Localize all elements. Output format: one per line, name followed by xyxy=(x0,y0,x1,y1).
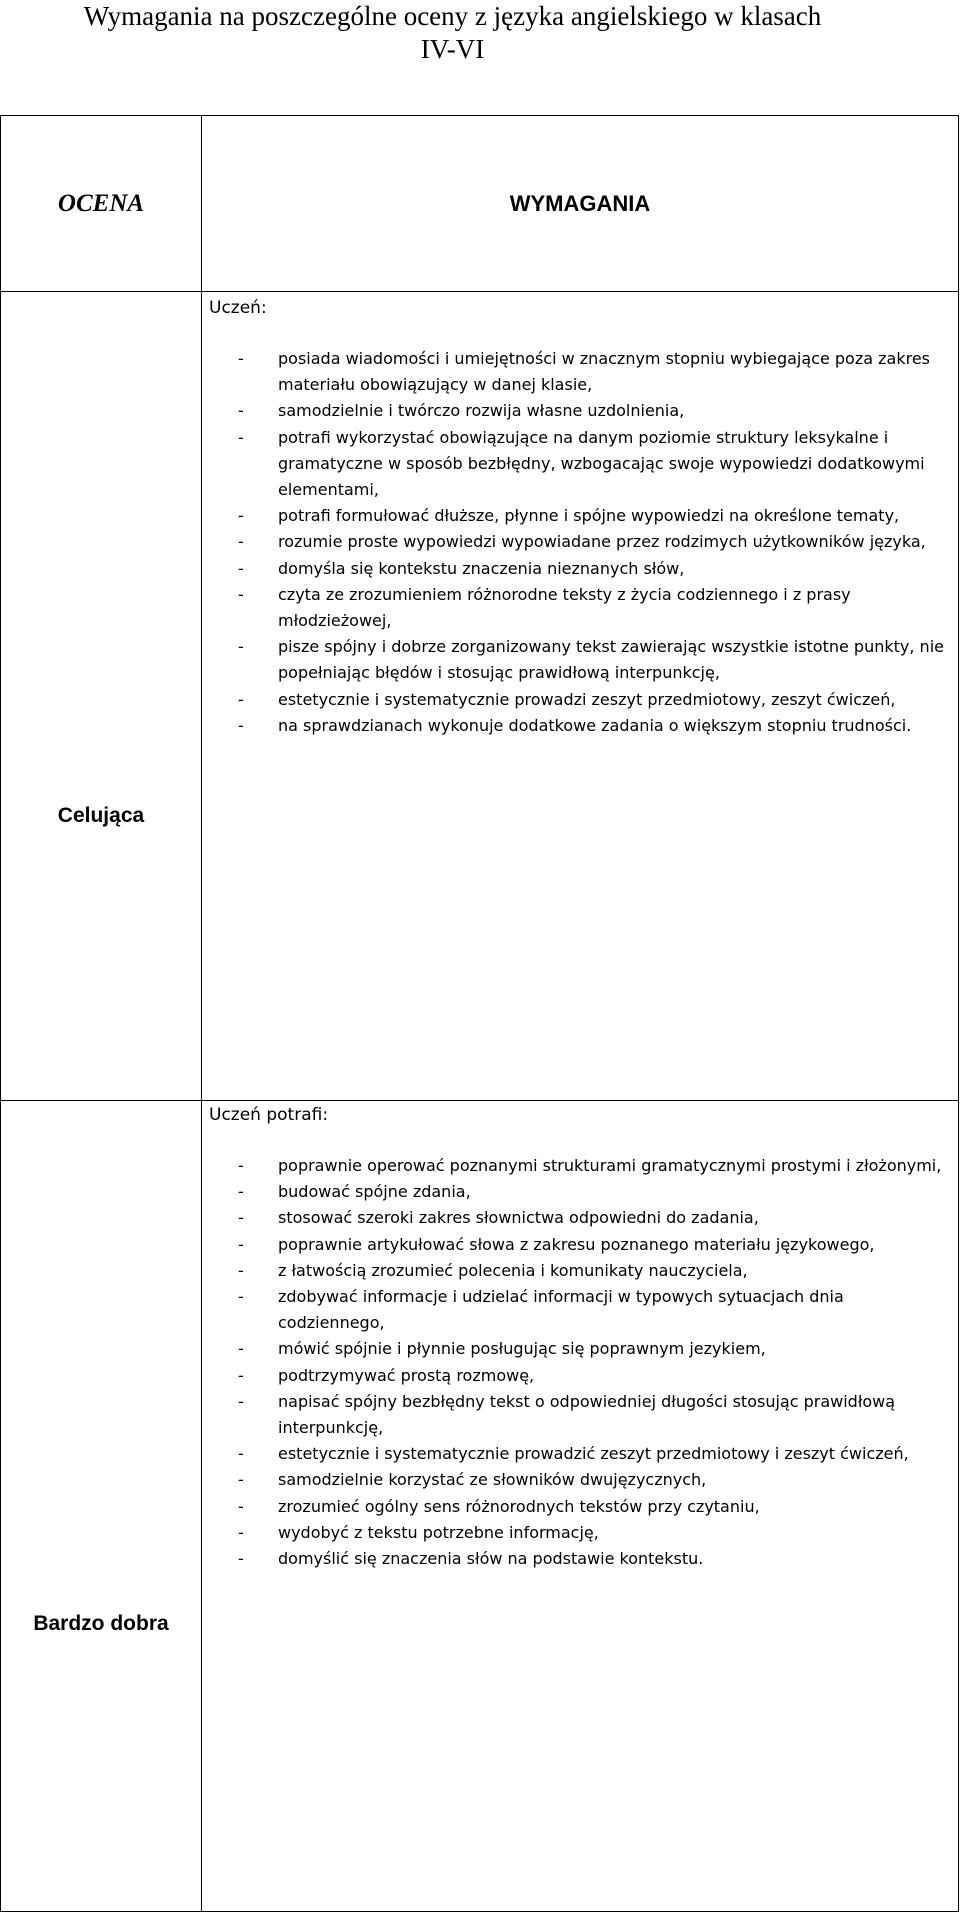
list-dash: - xyxy=(238,1444,244,1464)
list-dash: - xyxy=(238,689,244,709)
requirement-item xyxy=(202,1336,958,1362)
list-dash: - xyxy=(238,1549,244,1569)
requirement-item xyxy=(202,687,958,713)
grade-label: Celująca xyxy=(1,292,202,1101)
header-wymagania: WYMAGANIA xyxy=(202,116,959,292)
requirement-text: domyśla się kontekstu znaczenia nieznanych słów, xyxy=(278,558,685,578)
list-dash: - xyxy=(238,1496,244,1516)
requirements-cell xyxy=(202,1101,959,1912)
table-header-row xyxy=(1,116,959,292)
list-dash: - xyxy=(238,715,244,735)
list-dash: - xyxy=(238,1287,244,1307)
list-dash: - xyxy=(238,584,244,604)
requirement-item xyxy=(202,346,958,398)
requirement-item xyxy=(202,1494,958,1520)
requirement-item xyxy=(202,1441,958,1467)
list-dash: - xyxy=(238,1522,244,1542)
list-dash: - xyxy=(238,1182,244,1202)
requirements-intro: Uczeń: xyxy=(209,298,267,318)
requirement-item xyxy=(202,1520,958,1546)
requirement-item xyxy=(202,582,958,634)
list-dash: - xyxy=(238,1391,244,1411)
requirement-item xyxy=(202,1179,958,1205)
list-dash: - xyxy=(238,1260,244,1280)
list-dash: - xyxy=(238,1339,244,1359)
list-dash: - xyxy=(238,1208,244,1228)
list-dash: - xyxy=(238,506,244,526)
requirement-item xyxy=(202,1546,958,1572)
table-row-bardzo-dobra xyxy=(1,1101,959,1912)
requirement-text: budować spójne zdania, xyxy=(278,1182,471,1202)
document-title-line-1: Wymagania na poszczególne oceny z języka angielskiego w klasach xyxy=(83,1,822,31)
requirement-text: zrozumieć ogólny sens różnorodnych tekstów przy czytaniu, xyxy=(278,1496,760,1516)
list-dash: - xyxy=(238,1470,244,1490)
requirement-text: napisać spójny bezbłędny tekst o odpowiedniej długości stosując prawidłową interpunkcję, xyxy=(278,1391,896,1438)
requirement-item xyxy=(202,1258,958,1284)
list-dash: - xyxy=(238,427,244,447)
table-row-celujaca xyxy=(1,292,959,1101)
requirement-text: na sprawdzianach wykonuje dodatkowe zadania o większym stopniu trudności. xyxy=(278,715,912,735)
requirement-text: poprawnie operować poznanymi strukturami gramatycznymi prostymi i złożonymi, xyxy=(278,1156,942,1175)
requirement-text: wydobyć z tekstu potrzebne informację, xyxy=(278,1522,599,1542)
list-dash: - xyxy=(238,349,244,368)
requirement-text: rozumie proste wypowiedzi wypowiadane przez rodzimych użytkowników języka, xyxy=(278,532,926,552)
requirement-item xyxy=(202,713,958,739)
requirement-item xyxy=(202,1363,958,1389)
requirement-item xyxy=(202,529,958,555)
list-dash: - xyxy=(238,558,244,578)
requirement-text: potrafi formułować dłuższe, płynne i spójne wypowiedzi na określone tematy, xyxy=(278,506,900,526)
requirement-text: samodzielnie korzystać ze słowników dwujęzycznych, xyxy=(278,1470,707,1490)
requirement-text: pisze spójny i dobrze zorganizowany tekst zawierając wszystkie istotne punkty, nie popełniając błędów i stosując prawidłową interpunkcję, xyxy=(278,637,944,683)
requirement-item xyxy=(202,634,958,686)
requirement-text: estetycznie i systematycznie prowadzi zeszyt przedmiotowy, zeszyt ćwiczeń, xyxy=(278,689,896,709)
requirement-text: podtrzymywać prostą rozmowę, xyxy=(278,1365,535,1385)
requirement-item xyxy=(202,425,958,504)
requirements-intro: Uczeń potrafi: xyxy=(209,1105,329,1125)
requirement-item xyxy=(202,1284,958,1336)
requirement-text: czyta ze zrozumieniem różnorodne teksty z życia codziennego i z prasy młodzieżowej, xyxy=(278,584,851,631)
document-title-line-2: IV-VI xyxy=(420,34,485,64)
list-dash: - xyxy=(238,637,244,657)
grade-label: Bardzo dobra xyxy=(1,1101,202,1912)
requirement-text: mówić spójnie i płynnie posługując się poprawnym jezykiem, xyxy=(278,1339,766,1359)
requirement-text: posiada wiadomości i umiejętności w znacznym stopniu wybiegające poza zakres materiału obowiązujący w danej klasie, xyxy=(278,349,931,395)
requirement-text: samodzielnie i twórczo rozwija własne uzdolnienia, xyxy=(278,401,685,421)
list-dash: - xyxy=(238,1234,244,1254)
grades-table xyxy=(0,115,959,1912)
requirement-text: zdobywać informacje i udzielać informacji w typowych sytuacjach dnia codziennego, xyxy=(278,1287,844,1333)
list-dash: - xyxy=(238,1365,244,1385)
list-dash: - xyxy=(238,1156,244,1175)
requirement-item xyxy=(202,1389,958,1441)
requirement-text: stosować szeroki zakres słownictwa odpowiedni do zadania, xyxy=(278,1208,759,1228)
requirements-list xyxy=(202,1153,958,1572)
requirement-text: potrafi wykorzystać obowiązujące na danym poziomie struktury leksykalne i gramatyczne w sposób bezbłędny, wzbogacając swoje wypowiedzi dodatkowymi elementami, xyxy=(278,427,925,500)
requirement-text: domyślić się znaczenia słów na podstawie kontekstu. xyxy=(278,1549,704,1569)
requirement-item xyxy=(202,1232,958,1258)
requirement-item xyxy=(202,1153,958,1179)
requirement-text: z łatwością zrozumieć polecenia i komunikaty nauczyciela, xyxy=(278,1260,748,1280)
requirement-item xyxy=(202,1205,958,1231)
requirement-text: estetycznie i systematycznie prowadzić zeszyt przedmiotowy i zeszyt ćwiczeń, xyxy=(278,1444,909,1464)
list-dash: - xyxy=(238,532,244,552)
requirement-item xyxy=(202,398,958,424)
requirement-item xyxy=(202,1467,958,1493)
list-dash: - xyxy=(238,401,244,421)
document-title xyxy=(0,0,905,66)
requirements-cell xyxy=(202,292,959,1101)
requirement-item xyxy=(202,503,958,529)
header-ocena: OCENA xyxy=(1,116,202,292)
requirements-list xyxy=(202,346,958,739)
requirement-text: poprawnie artykułować słowa z zakresu poznanego materiału językowego, xyxy=(278,1234,875,1254)
requirement-item xyxy=(202,556,958,582)
